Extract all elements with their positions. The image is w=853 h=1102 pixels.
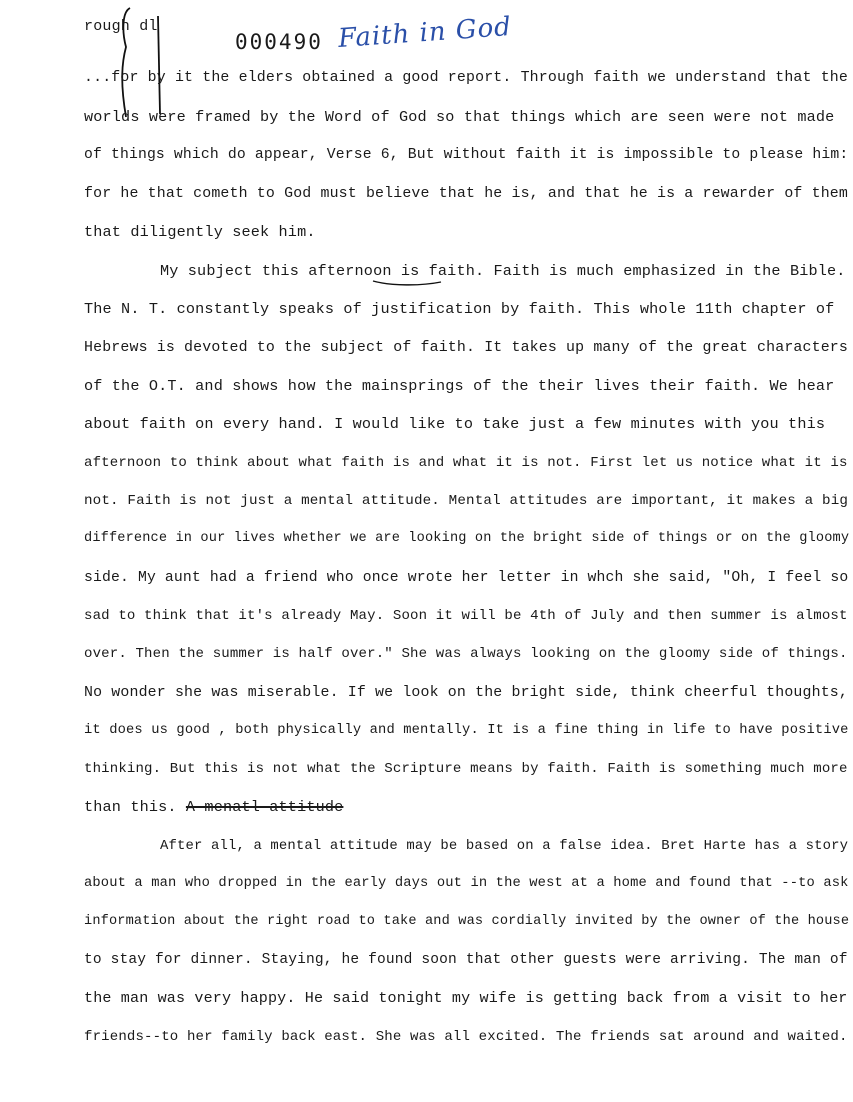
text-line: afternoon to think about what faith is and what it is not. First let us notice what it is bbox=[84, 455, 848, 471]
handwritten-underline bbox=[371, 279, 443, 287]
text-line: thinking. But this is not what the Scripture means by faith. Faith is something much more bbox=[84, 761, 848, 777]
corner-label: rough dl bbox=[84, 18, 158, 35]
text-line: about a man who dropped in the early days out in the west at a home and found that --to ask bbox=[84, 876, 849, 891]
text-line: to stay for dinner. Staying, he found soon that other guests were arriving. The man of bbox=[84, 952, 848, 968]
text-line: the man was very happy. He said tonight my wife is getting back from a visit to her bbox=[84, 989, 848, 1007]
text-line: about faith on every hand. I would like to take just a few minutes with you this bbox=[84, 415, 826, 433]
text-line bbox=[84, 797, 343, 817]
text-line: Hebrews is devoted to the subject of faith. It takes up many of the great characters bbox=[84, 340, 848, 356]
text-line: difference in our lives whether we are looking on the bright side of things or on the gloomy bbox=[84, 531, 850, 546]
text-line: that diligently seek him. bbox=[84, 223, 316, 241]
document-number: 000490 bbox=[235, 30, 323, 54]
text-line: of things which do appear, Verse 6, But without faith it is impossible to please him: bbox=[84, 147, 849, 163]
struck-out-text: A menatl attitude bbox=[185, 798, 344, 816]
text-line: worlds were framed by the Word of God so that things which are seen were not made bbox=[84, 108, 835, 126]
text-line: over. Then the summer is half over." She was always looking on the gloomy side of things. bbox=[84, 646, 848, 662]
text-line: No wonder she was miserable. If we look on the bright side, think cheerful thoughts, bbox=[84, 685, 848, 701]
text-line: sad to think that it's already May. Soon it will be 4th of July and then summer is almost bbox=[84, 608, 848, 624]
text-line: information about the right road to take and was cordially invited by the owner of the house bbox=[84, 914, 850, 929]
handwritten-bracket-mark bbox=[118, 2, 168, 122]
paragraph-start-line: My subject this afternoon is faith. Faith is much emphasized in the Bible. bbox=[160, 262, 846, 280]
text-line: side. My aunt had a friend who once wrote her letter in whch she said, "Oh, I feel so bbox=[84, 570, 849, 586]
text-line: of the O.T. and shows how the mainsprings of the their lives their faith. We hear bbox=[84, 377, 835, 395]
text-line: The N. T. constantly speaks of justification by faith. This whole 11th chapter of bbox=[84, 300, 835, 318]
handwritten-note: Faith in God bbox=[337, 11, 513, 55]
text-line: friends--to her family back east. She was all excited. The friends sat around and waited. bbox=[84, 1029, 848, 1045]
text-line: not. Faith is not just a mental attitude. Mental attitudes are important, it makes a big bbox=[84, 493, 849, 509]
text-line: ...for by it the elders obtained a good report. Through faith we understand that the bbox=[84, 70, 848, 86]
text-line: for he that cometh to God must believe that he is, and that he is a rewarder of them bbox=[84, 186, 848, 202]
text-line-content: than this. bbox=[84, 798, 177, 816]
paragraph-start-line: After all, a mental attitude may be based on a false idea. Bret Harte has a story bbox=[160, 838, 849, 854]
text-line: it does us good , both physically and mentally. It is a fine thing in life to have positive bbox=[84, 723, 849, 738]
